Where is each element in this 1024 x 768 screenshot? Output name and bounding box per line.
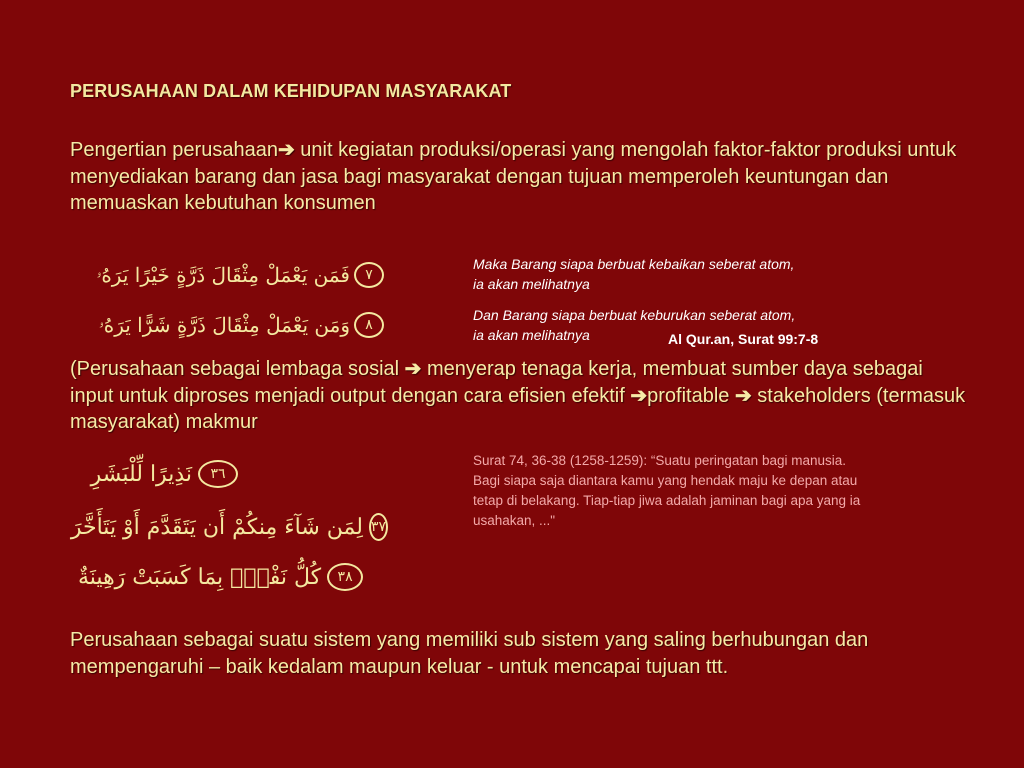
arrow-icon: ➔ (277, 139, 295, 161)
arrow-icon: ➔ (630, 384, 648, 407)
translation-line: ia akan melihatnya (473, 276, 590, 292)
system-paragraph: Perusahaan sebagai suatu sistem yang memiliki sub sistem yang saling berhubungan dan mempengaruhi – baik kedalam maupun keluar - untuk mencapai tujuan ttt. (70, 629, 869, 678)
quran-verse-37 (70, 508, 388, 546)
quran-citation: Al Qur.an, Surat 99:7-8 (668, 331, 819, 347)
translation-line: Dan Barang siapa berbuat keburukan seberat atom, (473, 307, 796, 323)
arabic-verse-text: وَمَن يَعْمَلْ مِثْقَالَ ذَرَّةٍ شَرًّا يَرَهُۥ (98, 313, 350, 337)
verse-number-marker: ٣٧ (369, 513, 388, 541)
surat-line: usahakan, ..." (473, 513, 556, 528)
translation-line: Maka Barang siapa berbuat kebaikan seberat atom, (473, 256, 795, 272)
surat-line: Bagi siapa saja diantara kamu yang hendak maju ke depan atau (473, 473, 858, 488)
surat-74-translation (473, 451, 973, 531)
definition-paragraph (70, 137, 970, 217)
slide-title: PERUSAHAAN DALAM KEHIDUPAN MASYARAKAT (70, 81, 512, 101)
verse-number-marker: ٨ (354, 312, 384, 338)
quran-verse-38 (78, 558, 363, 596)
definition-text: unit kegiatan produksi/operasi yang mengolah faktor-faktor produksi untuk menyediakan barang dan jasa bagi masyarakat dengan tujuan memperoleh keuntungan dan memuaskan kebutuhan konsumen (70, 139, 957, 214)
social-text: (Perusahaan sebagai lembaga sosial (70, 358, 405, 380)
quran-verse-36 (78, 455, 238, 493)
translation-line: ia akan melihatnya (473, 327, 590, 343)
social-text: profitable (647, 384, 735, 407)
quran-verse-8 (94, 306, 384, 344)
arrow-icon: ➔ (404, 358, 422, 380)
translation-verse-7 (473, 254, 893, 294)
arabic-verse-text: كُلُّ نَفْسٍۭ بِمَا كَسَبَتْ رَهِينَةٌ (78, 564, 322, 590)
arabic-verse-text: لِمَن شَآءَ مِنكُمْ أَن يَتَقَدَّمَ أَوْ يَتَأَخَّرَ (70, 514, 363, 540)
verse-number-marker: ٧ (354, 262, 384, 288)
social-text: stakeholders (termasuk masyarakat) makmur (70, 384, 966, 433)
definition-term: Pengertian perusahaan (70, 139, 278, 161)
social-text: menyerap tenaga kerja, membuat sumber daya sebagai input untuk diproses menjadi output dengan cara efisien efektif (70, 358, 923, 407)
arabic-verse-text: فَمَن يَعْمَلْ مِثْقَالَ ذَرَّةٍ خَيْرًا يَرَهُۥ (96, 263, 350, 287)
arabic-verse-text: نَذِيرًا لِّلْبَشَرِ (90, 461, 192, 487)
surat-line: Surat 74, 36-38 (1258-1259): “Suatu peringatan bagi manusia. (473, 453, 846, 468)
social-paragraph (70, 356, 970, 436)
verse-number-marker: ٣٦ (198, 460, 238, 488)
verse-number-marker: ٣٨ (327, 563, 363, 591)
quran-verse-7 (94, 256, 384, 294)
surat-line: tetap di belakang. Tiap-tiap jiwa adalah jaminan bagi apa yang ia (473, 493, 861, 508)
arrow-icon: ➔ (734, 384, 752, 407)
